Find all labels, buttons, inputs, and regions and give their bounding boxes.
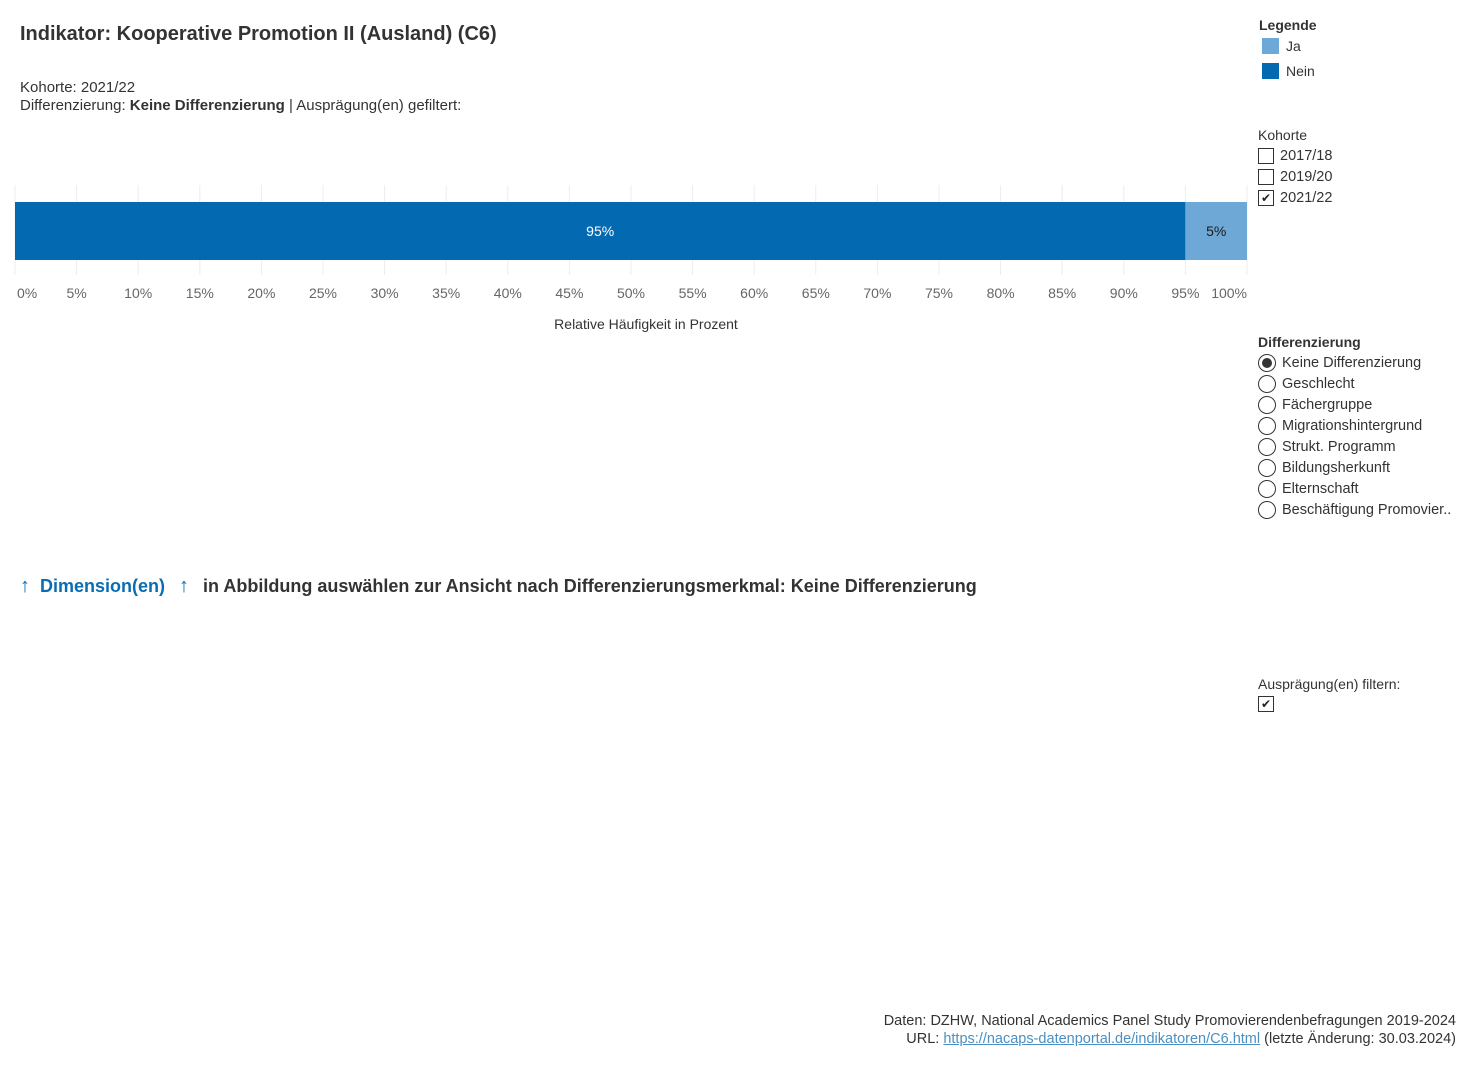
x-tick-label: 80%: [986, 285, 1015, 301]
x-tick-label: 10%: [124, 285, 153, 301]
x-tick-label: 60%: [740, 285, 769, 301]
radio-icon[interactable]: [1258, 459, 1276, 477]
radio-option-migrationshintergrund[interactable]: [1258, 415, 1451, 436]
radio-icon[interactable]: [1258, 417, 1276, 435]
auspraegung-filter: [1258, 676, 1400, 713]
radio-icon[interactable]: [1258, 375, 1276, 393]
kohorte-option-2021-22[interactable]: [1258, 187, 1332, 208]
auspraegung-filter-title: Ausprägung(en) filtern:: [1258, 676, 1401, 692]
dimension-hint: [20, 575, 977, 598]
radio-option-label: Strukt. Programm: [1282, 438, 1396, 455]
arrow-up-icon: ↑: [179, 575, 190, 597]
kohorte-option-2017-18[interactable]: [1258, 145, 1332, 166]
legend-label-ja: Ja: [1286, 38, 1301, 54]
radio-option-label: Migrationshintergrund: [1282, 417, 1423, 434]
x-tick-label: 70%: [863, 285, 892, 301]
checkbox-icon[interactable]: [1258, 169, 1274, 185]
chart-bars[interactable]: [15, 202, 1247, 260]
radio-icon[interactable]: [1258, 501, 1276, 519]
differenzierung-value: Keine Differenzierung: [129, 97, 285, 114]
differenzierung-filter: [1258, 334, 1451, 520]
checkbox-icon[interactable]: [1258, 148, 1274, 164]
radio-option-label: Bildungsherkunft: [1282, 459, 1391, 476]
kohorte-line: Kohorte: 2021/22: [20, 79, 136, 96]
bar-data-label-ja: 5%: [1206, 223, 1227, 239]
radio-icon[interactable]: [1258, 480, 1276, 498]
legend-item-nein[interactable]: [1259, 60, 1317, 82]
x-tick-label: 40%: [493, 285, 522, 301]
x-tick-label: 25%: [308, 285, 338, 301]
legend-swatch-ja: [1262, 38, 1279, 54]
checkbox-checked-icon[interactable]: ✔: [1258, 190, 1274, 206]
checkbox-checked-icon[interactable]: ✔: [1258, 696, 1274, 712]
legend: [1259, 17, 1317, 82]
radio-option-faechergruppe[interactable]: [1258, 394, 1451, 415]
radio-option-label: Geschlecht: [1282, 375, 1355, 392]
kohorte-option-label: 2019/20: [1280, 168, 1333, 185]
dimension-link[interactable]: Dimension(en): [40, 576, 166, 596]
differenzierung-line: [20, 97, 461, 114]
x-tick-label: 75%: [924, 285, 954, 301]
radio-option-label: Elternschaft: [1282, 480, 1359, 497]
legend-title: Legende: [1259, 17, 1317, 33]
footer-url-prefix: URL:: [906, 1031, 944, 1047]
differenzierung-prefix: Differenzierung:: [20, 97, 130, 114]
radio-icon[interactable]: [1258, 438, 1276, 456]
radio-option-label: Keine Differenzierung: [1282, 354, 1422, 371]
radio-option-keine-differenzierung[interactable]: [1258, 352, 1451, 373]
x-tick-label: 30%: [370, 285, 399, 301]
radio-option-geschlecht[interactable]: [1258, 373, 1451, 394]
footer-url-line: [906, 1031, 1456, 1047]
x-tick-label: 65%: [801, 285, 830, 301]
legend-item-ja[interactable]: [1259, 35, 1317, 57]
radio-option-elternschaft[interactable]: [1258, 478, 1451, 499]
kohorte-option-2019-20[interactable]: [1258, 166, 1332, 187]
x-tick-label: 15%: [185, 285, 214, 301]
footer-url-suffix: (letzte Änderung: 30.03.2024): [1260, 1031, 1456, 1047]
stacked-bar-chart[interactable]: [0, 170, 1250, 345]
bar-data-label-nein: 95%: [586, 223, 615, 239]
x-tick-label: 95%: [1171, 285, 1200, 301]
radio-option-bildungsherkunft[interactable]: [1258, 457, 1451, 478]
radio-option-beschaeftigung[interactable]: [1258, 499, 1451, 520]
radio-icon[interactable]: [1258, 396, 1276, 414]
radio-selected-icon[interactable]: [1258, 354, 1276, 372]
x-axis-ticks: [17, 285, 1247, 301]
footer-data-source: Daten: DZHW, National Academics Panel Study Promovierendenbefragungen 2019-2024: [883, 1013, 1456, 1029]
x-tick-label: 55%: [678, 285, 707, 301]
kohorte-option-label: 2021/22: [1280, 189, 1333, 206]
radio-option-strukt-programm[interactable]: [1258, 436, 1451, 457]
dimension-hint-text: in Abbildung auswählen zur Ansicht nach Differenzierungsmerkmal: Keine Differenzierung: [203, 576, 977, 596]
radio-option-label: Fächergruppe: [1282, 396, 1373, 413]
differenzierung-suffix: | Ausprägung(en) gefiltert:: [284, 97, 462, 114]
kohorte-filter: [1258, 127, 1332, 208]
differenzierung-title: Differenzierung: [1258, 334, 1361, 350]
radio-option-label: Beschäftigung Promovier..: [1282, 501, 1452, 518]
x-axis-title: Relative Häufigkeit in Prozent: [554, 316, 738, 332]
x-tick-label: 85%: [1048, 285, 1077, 301]
x-tick-label: 5%: [66, 285, 87, 301]
arrow-up-icon: ↑: [20, 575, 30, 597]
x-tick-label: 100%: [1211, 285, 1247, 301]
legend-swatch-nein: [1262, 63, 1279, 79]
legend-label-nein: Nein: [1286, 63, 1315, 79]
x-tick-label: 45%: [555, 285, 584, 301]
x-tick-label: 90%: [1109, 285, 1138, 301]
footer-url-link[interactable]: https://nacaps-datenportal.de/indikatoren/C6.html: [943, 1031, 1261, 1047]
x-tick-label: 0%: [17, 285, 38, 301]
x-tick-label: 20%: [247, 285, 276, 301]
x-tick-label: 50%: [616, 285, 646, 301]
x-tick-label: 35%: [432, 285, 461, 301]
page-title: Indikator: Kooperative Promotion II (Ausland) (C6): [20, 23, 497, 45]
kohorte-filter-title: Kohorte: [1258, 127, 1308, 143]
kohorte-option-label: 2017/18: [1280, 147, 1333, 164]
